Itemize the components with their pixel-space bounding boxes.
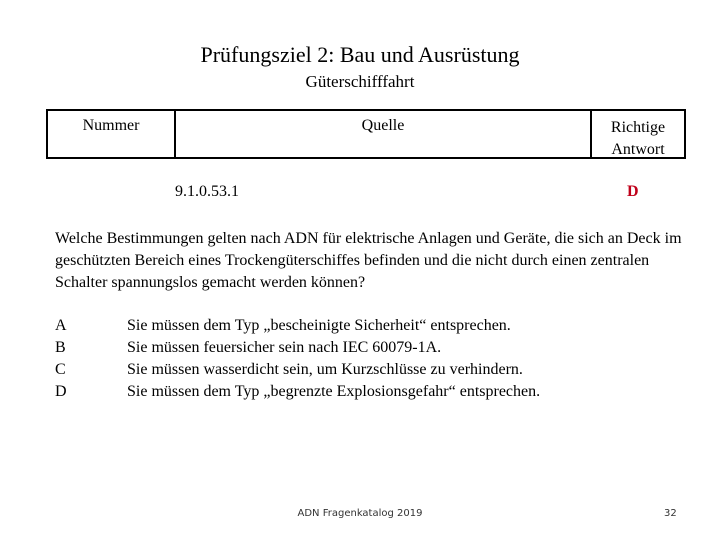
option-d [55, 381, 540, 403]
option-letter: A [55, 317, 67, 334]
source-reference: 9.1.0.53.1 [175, 183, 239, 200]
option-text: Sie müssen dem Typ „begrenzte Explosionsgefahr“ entsprechen. [127, 383, 541, 400]
option-c [55, 359, 540, 381]
page-number: 32 [664, 508, 677, 519]
correct-answer: D [627, 183, 639, 200]
footer-catalog-name: ADN Fragenkatalog 2019 [297, 508, 423, 519]
header-table [46, 109, 686, 159]
option-letter: B [55, 339, 66, 356]
option-text: Sie müssen dem Typ „bescheinigte Sicherheit“ entsprechen. [127, 317, 511, 334]
option-a [55, 315, 540, 337]
option-b [55, 337, 540, 359]
header-antwort-line1: Richtige [610, 119, 666, 136]
page-title: Prüfungsziel 2: Bau und Ausrüstung [200, 42, 520, 67]
header-nummer: Nummer [82, 117, 140, 134]
option-text: Sie müssen wasserdicht sein, um Kurzschlüsse zu verhindern. [127, 361, 523, 378]
option-text: Sie müssen feuersicher sein nach IEC 60079-1A. [127, 339, 442, 356]
question-text: Welche Bestimmungen gelten nach ADN für elektrische Anlagen und Geräte, die sich an Deck im geschützten Bereich eines Trockengüterschiffes befinden und die nicht durch einen zentralen Schalter spannungslos gemacht werden können? [55, 230, 682, 291]
page-subtitle: Güterschifffahrt [305, 72, 415, 91]
header-richtige-antwort [592, 111, 684, 157]
header-quelle: Quelle [174, 111, 592, 157]
answer-options [55, 315, 540, 403]
option-letter: D [55, 383, 67, 400]
header-antwort-line2: Antwort [611, 141, 665, 158]
option-letter: C [55, 361, 66, 378]
